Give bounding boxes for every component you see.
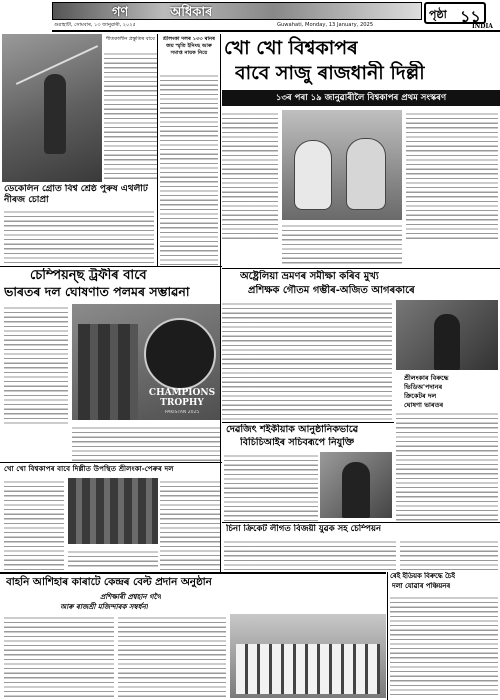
karate-headline: বাহনি আশিহাৰ কাৰাটে কেন্দ্ৰৰ বেল্ট প্ৰদান অনুষ্ঠান	[6, 576, 212, 588]
page-number: ১১	[460, 7, 481, 24]
gambhir-photo	[396, 300, 498, 370]
kho-kho-team-body	[4, 478, 64, 570]
rule-team	[0, 462, 222, 463]
kho-kho-headline-2: বাবে সাজু ৰাজধানী দিল্লী	[235, 62, 425, 84]
rule-australia	[222, 268, 500, 269]
rule-champions	[0, 266, 222, 267]
page-number-box	[424, 2, 486, 24]
team-caption	[68, 548, 158, 570]
devajit-headline-1: দেৱজিৎ শইকীয়াক আনুষ্ঠানিকভাৱে	[226, 424, 359, 435]
neeraj-kicker: শীতকালীন প্ৰস্তুতিৰ বাবে	[106, 36, 155, 42]
right-box-line-2: ভিডিঅ'পদানৰ	[404, 383, 443, 391]
trophy-logo-sub: PAKISTAN 2025	[164, 410, 200, 415]
karate-photo	[230, 614, 386, 698]
mascot-photo	[282, 110, 402, 220]
tt-side-body	[400, 538, 498, 570]
brand-left: গণ	[112, 5, 129, 20]
champions-body-left	[4, 304, 68, 424]
karate-group	[236, 644, 380, 694]
trophy-logo-text-2: TROPHY	[160, 398, 204, 408]
english-date: Guwahati, Monday, 13 January, 2025	[277, 22, 374, 28]
mascot-right	[346, 138, 386, 210]
goal-headline-2: দলা যোৱাৰ পঞ্চিয়নৰ	[392, 582, 451, 590]
karate-body-left	[4, 614, 114, 698]
sidebar-top-body	[160, 72, 218, 266]
kho-kho-headline-1: খো খো বিশ্বকাপৰ	[224, 37, 358, 59]
goal-body	[390, 594, 498, 698]
kho-kho-caption	[282, 222, 402, 266]
rule-karate	[0, 572, 386, 574]
team-photo	[68, 478, 158, 544]
sidebar-top-headline: শ্ৰীলংকা দলৰ ১৩৩ ৰানৰ জয় স্মৃতি ইনিংছ আৰু সমাপ্ত নায়ক নিয়ে	[162, 36, 216, 56]
masthead-banner	[52, 2, 422, 20]
column-rule-2	[220, 34, 221, 572]
karate-body-middle	[118, 614, 226, 698]
kho-kho-team-headline: খো খো বিশ্বকাপৰ বাবে দিল্লীত উপস্থিত শ্ৰীলংকা-পেৰুৰ দল	[4, 464, 174, 473]
column-rule-1	[157, 34, 158, 266]
devajit-headline-2: বিচিচিআইৰ সচিবৰূপে নিযুক্তি	[240, 437, 355, 448]
australia-body-left	[222, 300, 392, 420]
javelin-photo	[2, 34, 102, 182]
kho-kho-strap: ১৩ৰ পৰা ১৯ জানুৱাৰীলৈ বিশ্বকাপৰ প্ৰথম সংস্কৰণ	[222, 90, 500, 106]
trophy-logo	[144, 318, 216, 390]
rule-tt	[222, 522, 500, 523]
right-box-body	[396, 410, 498, 522]
table-tennis-body	[224, 538, 396, 570]
right-box-line-3: ক্ৰিকেটৰ দল	[404, 392, 437, 400]
page-label: পৃষ্ঠা	[429, 8, 447, 21]
gambhir-figure	[434, 314, 460, 370]
brand-right: অধিকাৰ	[170, 5, 213, 20]
date-line: গুৱাহাটী, সোমবাৰ, ১৩ জানুৱাৰী, ২০২৫	[54, 22, 136, 28]
devajit-photo	[320, 452, 392, 518]
karate-subhead: প্ৰশিক্ষাৰী প্ৰশ্বহান গগৈ	[100, 592, 162, 601]
right-box-line-1: শ্ৰীলংকাৰ বিৰুদ্ধে	[404, 374, 449, 382]
section-label: INDIA	[472, 23, 493, 30]
australia-headline-2: প্ৰশিক্ষক গৌতম গম্ভীৰ-অজিত আগৰকাৰে	[248, 285, 415, 296]
neeraj-headline: ডেকেলিন গ্ৰোত বিশ্ব শ্ৰেষ্ঠ পুৰুষ এথলীট নীৰজ চোপ্ৰা	[4, 184, 148, 205]
champions-headline-1: চেম্পিয়ন্ছ ট্ৰফীৰ বাবে	[30, 268, 147, 283]
right-box-line-4: ঘোষণা ভাৰতৰ	[404, 401, 444, 409]
table-tennis-headline: চিনা ক্ৰিকেট লীগত বিজয়ী যুৱক সহ চেম্পিয়ন	[226, 524, 382, 534]
goal-headline-1: ৰেই ইডিয়ক বিৰুদ্ধে চৈই	[390, 572, 455, 580]
champions-trophy-photo	[72, 304, 220, 420]
column-rule-3	[387, 572, 388, 700]
athlete-figure	[44, 74, 66, 154]
champions-headline-2: ভাৰতৰ দল ঘোষণাত পলমৰ সম্ভাৱনা	[4, 284, 190, 299]
trophy-logo-text: CHAMPIONS	[148, 388, 216, 398]
neeraj-body	[4, 208, 154, 266]
karate-subhead-2: আৰু ৰাজশ্ৰী মজিন্দাৰক সম্বৰ্ধনা	[60, 602, 148, 611]
team-body-right	[160, 478, 220, 570]
devajit-body	[224, 452, 318, 522]
devajit-figure	[342, 462, 370, 518]
mascot-left	[294, 140, 332, 210]
kho-kho-body-left	[222, 110, 278, 240]
australia-headline-1: অষ্ট্ৰেলিয়া ভ্ৰমণৰ সমীক্ষা কৰিব মুখ্য	[240, 271, 379, 282]
neeraj-intro	[104, 50, 158, 180]
players-group	[78, 324, 138, 420]
rule-devajit	[222, 422, 394, 423]
champions-body-bottom	[72, 424, 220, 464]
masthead	[52, 2, 500, 32]
kho-kho-body-right	[406, 110, 498, 240]
